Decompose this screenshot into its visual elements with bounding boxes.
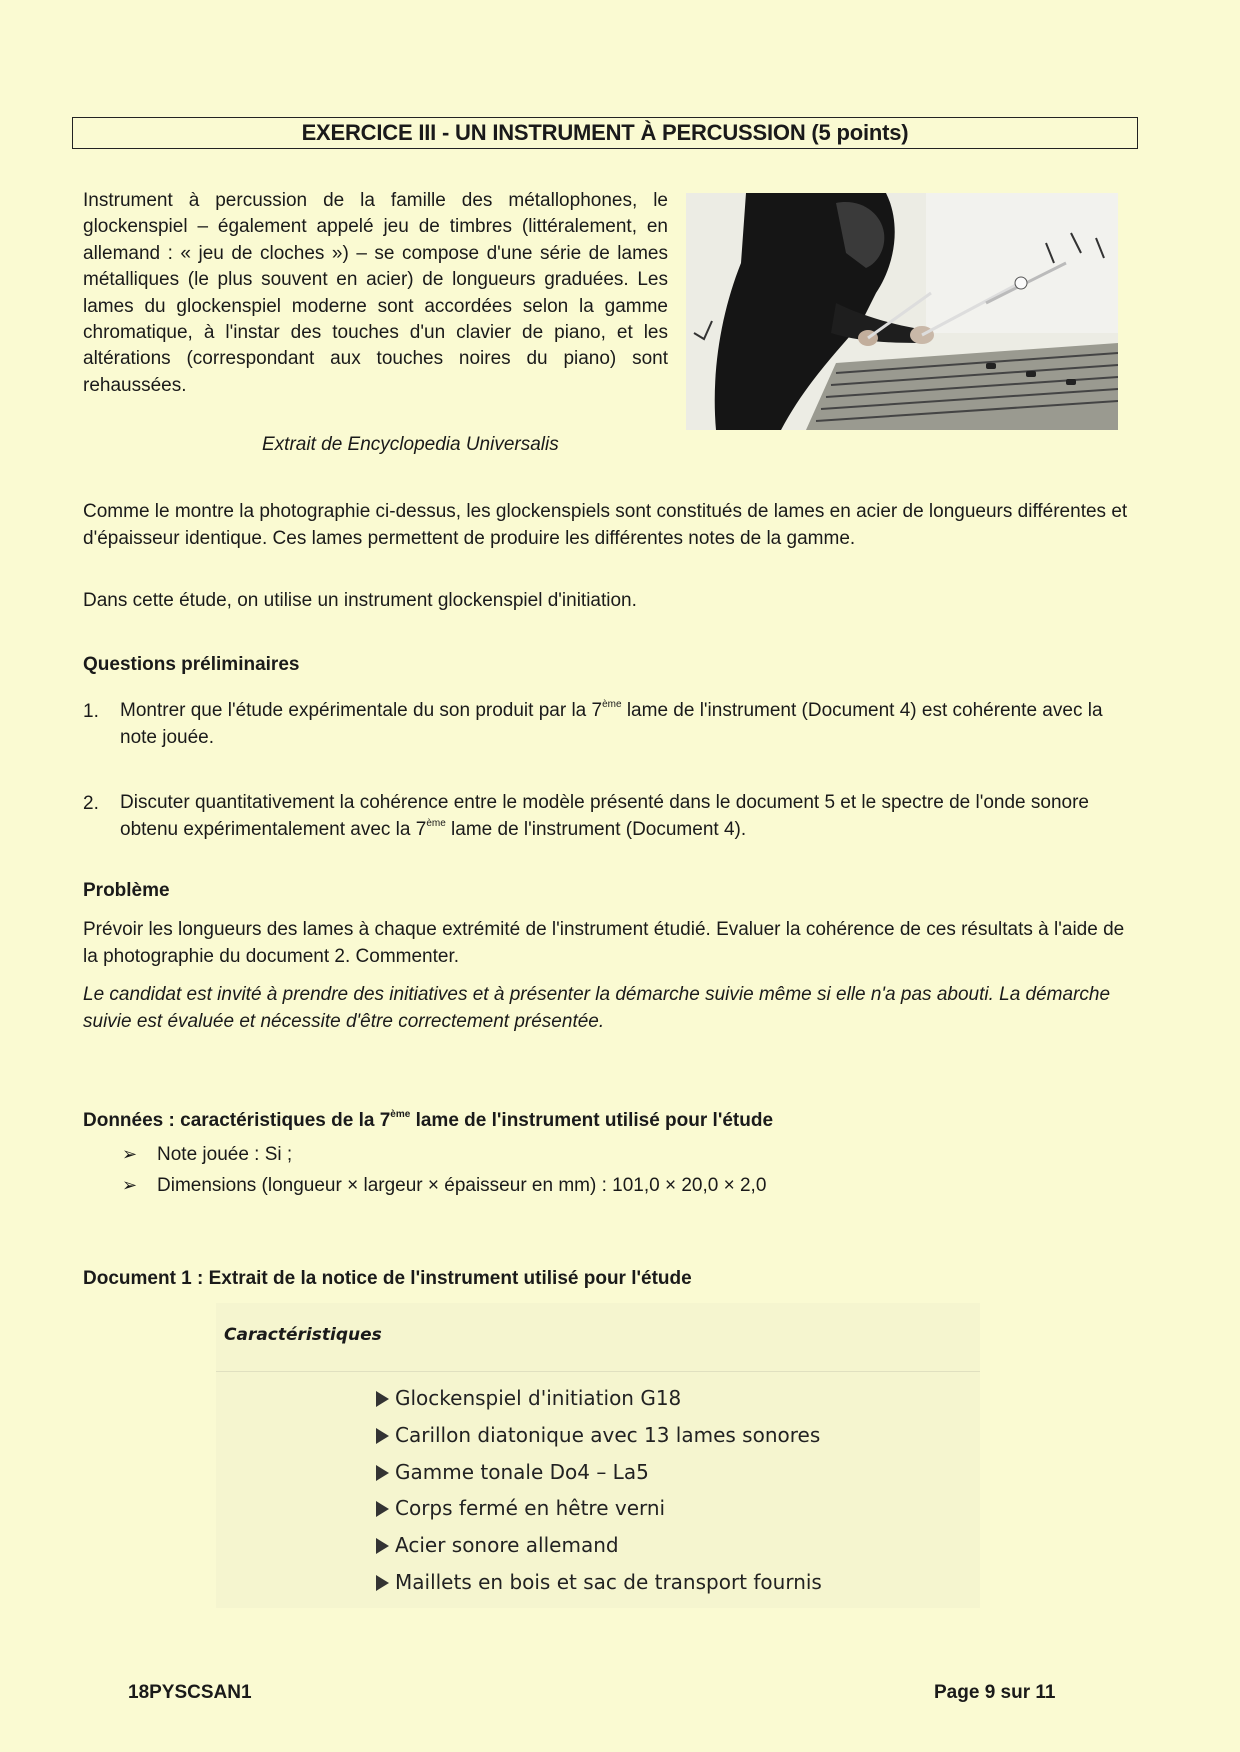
data-item-note: Note jouée : Si ;	[157, 1144, 293, 1165]
doc1-item-text: Corps fermé en hêtre verni	[395, 1496, 666, 1520]
exercise-title: EXERCICE III - UN INSTRUMENT À PERCUSSION (5 points)	[72, 117, 1138, 149]
question-1-text	[120, 697, 1133, 751]
doc1-item-text: Gamme tonale Do4 – La5	[395, 1460, 649, 1484]
doc1-item	[376, 1460, 649, 1484]
question-1-sup: ème	[602, 699, 622, 710]
glockenspiel-photo	[686, 193, 1118, 430]
data-heading-a: Données : caractéristiques de la 7	[83, 1110, 391, 1131]
data-heading-sup: ème	[390, 1109, 411, 1120]
doc1-item	[376, 1533, 619, 1557]
data-heading-b: lame de l'instrument utilisé pour l'étude	[410, 1110, 774, 1131]
document-1-heading: Document 1 : Extrait de la notice de l'instrument utilisé pour l'étude	[83, 1268, 692, 1289]
bullet-icon: ➢	[122, 1144, 138, 1164]
question-2-text	[120, 789, 1133, 843]
bullet-icon: ➢	[122, 1175, 138, 1195]
doc1-item	[376, 1386, 681, 1410]
doc1-item	[376, 1496, 665, 1520]
prelim-heading: Questions préliminaires	[83, 654, 300, 675]
footer-page-number: Page 9 sur 11	[934, 1682, 1056, 1703]
doc1-item	[376, 1423, 820, 1447]
question-1-text-b: lame de l'instrument (Document 4) est cohérente avec la note jouée.	[120, 700, 1103, 748]
question-2-text-b: lame de l'instrument (Document 4).	[445, 819, 747, 840]
context-paragraph: Comme le montre la photographie ci-dessus, les glockenspiels sont constitués de lames en acier de longueurs différentes et d'épaisseur identique. Ces lames permettent de produire les différentes notes de la gamme.	[83, 501, 1128, 549]
triangle-bullet-icon	[376, 1391, 389, 1407]
triangle-bullet-icon	[376, 1538, 389, 1554]
document-1-header	[216, 1303, 980, 1372]
question-1-text-a: Montrer que l'étude expérimentale du son produit par la 7	[120, 700, 603, 721]
question-2-text-a: Discuter quantitativement la cohérence entre le modèle présenté dans le document 5 et le spectre de l'onde sonore obtenu expérimentalement avec la 7	[120, 792, 1089, 840]
question-2-number: 2.	[83, 793, 99, 814]
doc1-item-text: Glockenspiel d'initiation G18	[395, 1386, 682, 1410]
triangle-bullet-icon	[376, 1465, 389, 1481]
data-item-dimensions: Dimensions (longueur × largeur × épaisseur en mm) : 101,0 × 20,0 × 2,0	[157, 1175, 767, 1196]
intro-paragraph: Instrument à percussion de la famille des métallophones, le glockenspiel – également appelé jeu de timbres (littéralement, en allemand : « jeu de cloches ») – se compose d'une série de lames métalliques (le plus souvent en acier) de longueurs graduées. Les lames du glockenspiel moderne sont accordées selon la gamme chromatique, à l'instar des touches d'un clavier de piano, et les altérations (correspondant aux touches noires du piano) sont rehaussées.	[83, 190, 668, 396]
doc1-item	[376, 1570, 822, 1594]
problem-heading: Problème	[83, 880, 170, 901]
triangle-bullet-icon	[376, 1428, 389, 1444]
triangle-bullet-icon	[376, 1575, 389, 1591]
source-citation: Extrait de Encyclopedia Universalis	[262, 434, 559, 455]
footer-exam-code: 18PYSCSAN1	[128, 1682, 252, 1703]
doc1-item-text: Maillets en bois et sac de transport fournis	[395, 1570, 822, 1594]
study-paragraph: Dans cette étude, on utilise un instrument glockenspiel d'initiation.	[83, 590, 637, 611]
triangle-bullet-icon	[376, 1501, 389, 1517]
problem-text: Prévoir les longueurs des lames à chaque extrémité de l'instrument étudié. Evaluer la cohérence de ces résultats à l'aide de la photographie du document 2. Commenter.	[83, 919, 1125, 967]
glockenspiel-photo-image	[686, 193, 1118, 430]
doc1-item-text: Carillon diatonique avec 13 lames sonores	[395, 1423, 821, 1447]
question-2-sup: ème	[426, 818, 446, 829]
document-1-box	[216, 1303, 980, 1608]
question-1-number: 1.	[83, 701, 99, 722]
doc1-item-text: Acier sonore allemand	[395, 1533, 619, 1557]
characteristics-label: Caractéristiques	[224, 1325, 382, 1345]
problem-instructions: Le candidat est invité à prendre des initiatives et à présenter la démarche suivie même si elle n'a pas abouti. La démarche suivie est évaluée et nécessite d'être correctement présentée.	[83, 984, 1111, 1032]
data-heading	[83, 1110, 773, 1132]
